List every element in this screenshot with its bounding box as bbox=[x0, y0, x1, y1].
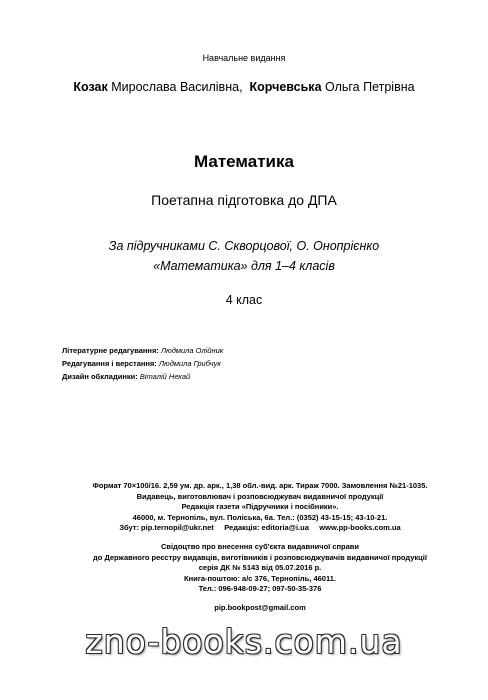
imprint-line: Формат 70×100/16. 2,59 ум. др. арк., 1,38 обл.-вид. арк. Тираж 7000. Замовлення №21-1035. bbox=[92, 481, 428, 490]
author-1-given: Мирослава Василівна bbox=[111, 80, 240, 94]
credit-value: Людмила Грибчук bbox=[158, 359, 221, 368]
authors-line bbox=[0, 80, 488, 94]
book-subtitle: Поетапна підготовка до ДПА bbox=[151, 192, 337, 208]
imprint-line: Збут: pip.ternopil@ukr.net Редакція: editoria@i.ua www.pp-books.com.ua bbox=[119, 523, 401, 533]
credit-layout-editing bbox=[62, 357, 223, 370]
author-2 bbox=[250, 80, 415, 94]
grade-label: 4 клас bbox=[225, 293, 263, 307]
credit-label: Літературне редагування: bbox=[62, 346, 159, 355]
watermark: zno-books.com.ua bbox=[85, 622, 403, 661]
author-2-surname: Корчевська bbox=[249, 80, 322, 94]
credit-value: Людмила Олійник bbox=[160, 346, 224, 355]
edition-type: Навчальне видання bbox=[202, 53, 286, 63]
author-2-given: Ольга Петрівна bbox=[325, 80, 415, 94]
imprint-line: Редакція газети «Підручники і посібники». bbox=[181, 502, 339, 512]
credit-label: Дизайн обкладинки: bbox=[62, 372, 138, 381]
basis-line-2: «Математика» для 1–4 класів bbox=[153, 259, 335, 273]
imprint-line: Видавець, виготовлювач і розповсюджувач видавничої продукції bbox=[136, 491, 384, 501]
credit-literary-editing bbox=[62, 344, 223, 357]
imprint-line: Свідоцтво про внесення суб'єкта видавничої справи bbox=[160, 541, 360, 551]
imprint-line: серія ДК № 5143 від 05.07.2016 р. bbox=[198, 563, 322, 573]
imprint-email: pip.bookpost@gmail.com bbox=[214, 602, 306, 612]
imprint-line: до Державного реєстру видавців, виготівників і розповсюджувачів видавничої продукції bbox=[93, 552, 427, 562]
textbook-basis bbox=[0, 236, 488, 276]
author-separator: , bbox=[239, 80, 247, 94]
imprint-line: 46000, м. Тернопіль, вул. Поліська, 6а. Тел.: (0352) 43-15-15; 43-10-21. bbox=[132, 512, 388, 522]
author-1-surname: Козак bbox=[73, 80, 108, 94]
credit-cover-design bbox=[62, 370, 223, 383]
book-title: Математика bbox=[194, 152, 294, 171]
basis-line-1: За підручниками С. Скворцової, О. Онопрієнко bbox=[108, 239, 380, 253]
credits-block bbox=[62, 344, 223, 383]
imprint-block bbox=[60, 481, 460, 614]
credit-label: Редагування і верстання: bbox=[62, 359, 157, 368]
credit-value: Віталій Нехай bbox=[139, 372, 191, 381]
imprint-line: Книга-поштою: а/с 376, Тернопіль, 46011. bbox=[184, 573, 336, 583]
imprint-line: Тел.: 096-948-09-27; 097-50-35-376 bbox=[198, 584, 322, 594]
author-1 bbox=[73, 80, 249, 94]
